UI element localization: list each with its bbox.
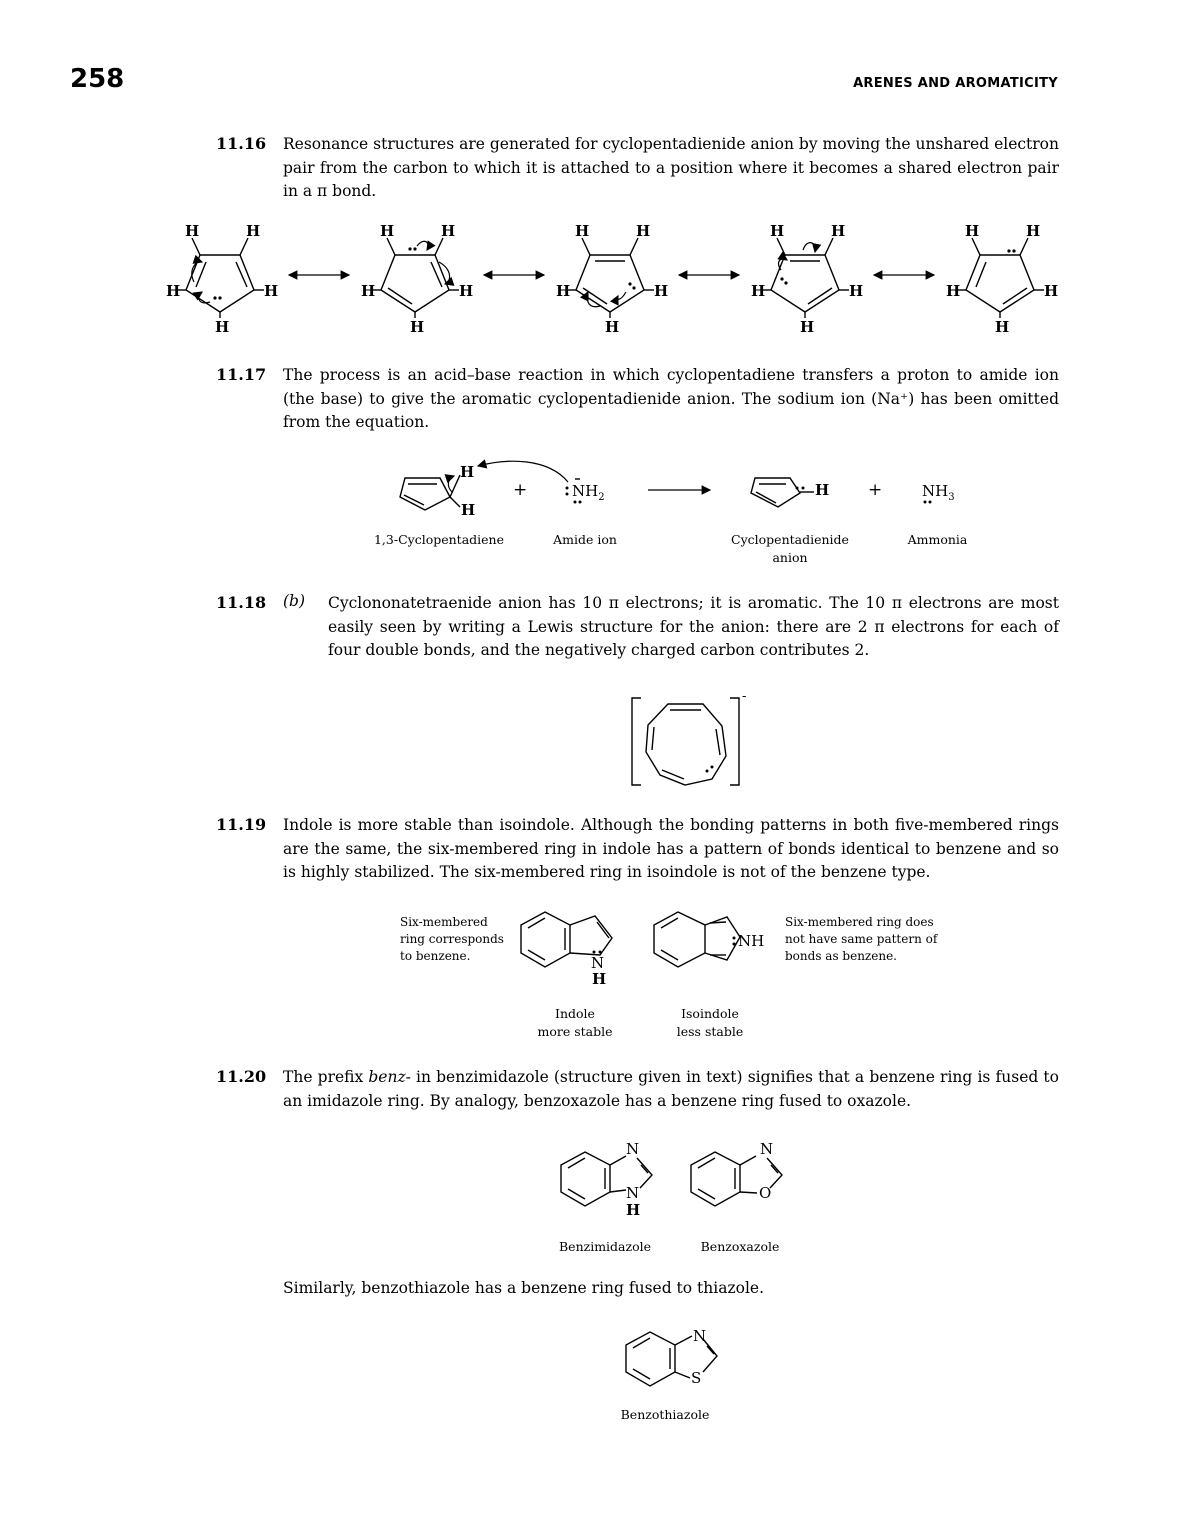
h-atom: H xyxy=(264,282,279,300)
h-atom: H xyxy=(751,282,766,300)
h-atom: H xyxy=(592,970,607,988)
page-number: 258 xyxy=(70,64,125,94)
problem-text: The process is an acid–base reaction in which cyclopentadiene transfers a proton to amide ion (the base) to give the aromatic cyclopentadienide anion. The sodium ion (Na⁺) has been omitted from the equation. xyxy=(283,366,1059,431)
h-atom: H xyxy=(246,222,261,240)
h-atom: H xyxy=(946,282,961,300)
problem-subpart: (b) xyxy=(283,592,306,610)
n-atom: N xyxy=(760,1140,774,1158)
cyclopentadienide-anion-label: Cyclopentadienide anion xyxy=(731,532,849,565)
problem-text: Indole is more stable than isoindole. Although the bonding patterns in both five-membered rings are the same, the six-membered ring in indole has a pattern of bonds identical to benzene and so is highly stabilized. The six-membered ring in isoindole is not of the benzene type. xyxy=(283,816,1059,881)
similarly-text: Similarly, benzothiazole has a benzene ring fused to thiazole. xyxy=(283,1279,765,1297)
problem-number: 11.16 xyxy=(216,134,267,153)
problem-text: Cyclononatetraenide anion has 10 π electrons; it is aromatic. The 10 π electrons are most easily seen by writing a Lewis structure for the anion: there are 2 π electrons for each of four double bonds, and the negatively charged carbon contributes 2. xyxy=(328,594,1059,659)
isoindole-note: Six-membered ring does not have same pattern of bonds as benzene. xyxy=(785,915,938,963)
s-atom: S xyxy=(691,1369,702,1387)
problem-text: The prefix benz- in benzimidazole (structure given in text) signifies that a benzene ring is fused to an imidazole ring. By analogy, benzoxazole has a benzene ring fused to oxazole. xyxy=(283,1068,1059,1110)
benzimidazole-label: Benzimidazole xyxy=(558,1239,652,1254)
running-head: ARENES AND AROMATICITY xyxy=(853,76,1058,91)
isoindole-label: Isoindole less stable xyxy=(676,1006,744,1039)
h-atom: H xyxy=(965,222,980,240)
n-atom: N xyxy=(591,954,605,972)
problem-number: 11.18 xyxy=(216,593,267,612)
n-atom: N xyxy=(626,1184,640,1202)
problem-number: 11.17 xyxy=(216,365,267,384)
benzothiazole-label: Benzothiazole xyxy=(620,1407,710,1422)
indole-label: Indole more stable xyxy=(537,1006,613,1039)
h-atom: H xyxy=(654,282,669,300)
plus-sign: + xyxy=(868,480,883,500)
h-atom: H xyxy=(410,318,425,336)
h-atom: H xyxy=(770,222,785,240)
h-atom: H xyxy=(636,222,651,240)
h-atom: H xyxy=(361,282,376,300)
h-atom: H xyxy=(831,222,846,240)
h-atom: H xyxy=(800,318,815,336)
ammonia-formula: $NH_3$ xyxy=(922,482,955,503)
indole-note: Six-membered ring corresponds to benzene. xyxy=(400,915,504,963)
h-atom: H xyxy=(815,481,830,499)
h-atom: H xyxy=(460,463,475,481)
h-atom: H xyxy=(605,318,620,336)
problem-number: 11.19 xyxy=(216,815,267,834)
h-atom: H xyxy=(185,222,200,240)
h-atom: H xyxy=(575,222,590,240)
h-atom: H xyxy=(459,282,474,300)
amide-ion-label: Amide ion xyxy=(553,532,617,547)
h-atom: H xyxy=(1044,282,1059,300)
o-atom: O xyxy=(759,1184,772,1202)
nh-group: NH xyxy=(738,932,765,950)
n-atom: N xyxy=(626,1140,640,1158)
charge-minus: - xyxy=(742,689,747,704)
problem-text: Resonance structures are generated for cyclopentadienide anion by moving the unshared electron pair from the carbon to which it is attached to a position where it becomes a shared electron pair in a π bond. xyxy=(283,135,1059,200)
problem-number: 11.20 xyxy=(216,1067,267,1086)
h-atom: H xyxy=(166,282,181,300)
h-atom: H xyxy=(556,282,571,300)
h-atom: H xyxy=(995,318,1010,336)
h-atom: H xyxy=(626,1201,641,1219)
h-atom: H xyxy=(1026,222,1041,240)
benzoxazole-label: Benzoxazole xyxy=(700,1239,780,1254)
h-atom: H xyxy=(441,222,456,240)
h-atom: H xyxy=(215,318,230,336)
cyclopentadiene-label: 1,3-Cyclopentadiene xyxy=(373,532,505,547)
h-atom: H xyxy=(380,222,395,240)
h-atom: H xyxy=(461,501,476,519)
ammonia-label: Ammonia xyxy=(907,532,968,547)
n-atom: N xyxy=(693,1327,707,1345)
amide-formula: $NH_2$ xyxy=(572,482,605,503)
plus-sign: + xyxy=(513,480,528,500)
h-atom: H xyxy=(849,282,864,300)
